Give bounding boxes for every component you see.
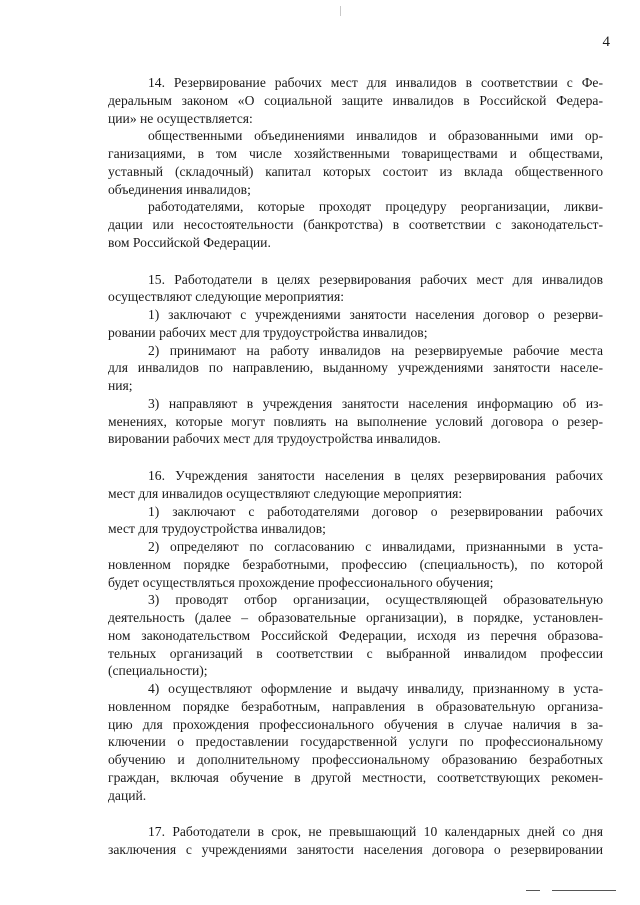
text-line: ровании рабочих мест для трудоустройства инвалидов; (108, 324, 428, 340)
scan-mark (340, 6, 341, 16)
text-line: ганизациями, в том числе хозяйственными товариществами и обществами, (108, 146, 603, 161)
scan-mark-bottom (552, 890, 616, 891)
text-line: даций. (108, 787, 147, 803)
text-line: 1) заключают с учреждениями занятости населения договор о резерви- (148, 307, 603, 322)
text-line: 17. Работодатели в срок, не превышающий 10 календарных дней со дня (148, 824, 603, 840)
paragraph (108, 467, 603, 804)
text-line: 2) принимают на работу инвалидов на резервируемые рабочие места (148, 342, 603, 358)
text-line: ном законодательством Российской Федерации, исходя из перечня образова- (108, 627, 603, 643)
text-line: тельных организаций в соответствии с выбранной инвалидом профессии (108, 645, 603, 661)
text-line: для инвалидов по направлению, выданному учреждениями занятости населе- (108, 360, 603, 376)
paragraph (108, 823, 603, 859)
text-line: дации или несостоятельности (банкротства) в соответствии с законодательст- (108, 217, 603, 232)
text-line: объединения инвалидов; (108, 181, 251, 197)
text-line: вом Российской Федерации. (108, 234, 271, 250)
text-line: ния; (108, 378, 133, 393)
text-line: 4) осуществляют оформление и выдачу инвалиду, признанному в уста- (148, 681, 603, 696)
text-line: новленном порядке безработным, направления в образовательную организа- (108, 698, 603, 714)
text-line: 3) проводят отбор организации, осуществляющей образовательную (148, 592, 603, 608)
text-line: деральным законом «О социальной защите инвалидов в Российской Федера- (108, 92, 603, 108)
text-line: мест для инвалидов осуществляют следующие мероприятия: (108, 485, 463, 501)
text-line: осуществляют следующие мероприятия: (108, 289, 344, 305)
text-line: работодателями, которые проходят процедуру реорганизации, ликви- (148, 199, 603, 215)
text-line: новленном порядке безработными, профессию (специальность), по которой (108, 556, 603, 572)
text-line: 2) определяют по согласованию с инвалидами, признанными в уста- (148, 539, 603, 554)
text-line: 14. Резервирование рабочих мест для инвалидов в соответствии с Фе- (148, 75, 603, 90)
text-line: будет осуществляться прохождение профессионального обучения; (108, 574, 494, 590)
text-line: деятельность (далее – образовательные организации), в порядке, установлен- (108, 610, 603, 625)
paragraph-gap (108, 804, 603, 823)
paragraph (108, 74, 603, 252)
text-line: обучению и дополнительному профессиональному образованию безработных (108, 752, 603, 767)
paragraph-gap (108, 448, 603, 467)
text-line: мест для трудоустройства инвалидов; (108, 521, 326, 537)
text-line: менениях, которые могут повлиять на выполнение условий договора о резер- (108, 413, 603, 429)
page-number: 4 (602, 34, 610, 50)
text-line: граждан, включая обучение в другой местности, соответствующих рекомен- (108, 769, 603, 785)
text-line: 1) заключают с работодателями договор о резервировании рабочих (148, 503, 603, 519)
text-line: общественными объединениями инвалидов и образованными ими ор- (148, 128, 603, 144)
scan-mark-bottom (526, 890, 540, 891)
paragraph (108, 271, 603, 449)
paragraph-gap (108, 252, 603, 271)
text-line: уставный (складочный) капитал которых состоит из вклада общественного (108, 163, 603, 179)
text-line: ции» не осуществляется: (108, 110, 253, 126)
document-body (108, 74, 603, 859)
text-line: заключения с учреждениями занятости населения договора о резервировании (108, 842, 603, 857)
text-line: (специальности); (108, 663, 208, 679)
text-line: 3) направляют в учреждения занятости населения информацию об из- (148, 395, 603, 411)
text-line: 16. Учреждения занятости населения в целях резервирования рабочих (148, 468, 603, 483)
text-line: 15. Работодатели в целях резервирования рабочих мест для инвалидов (148, 271, 603, 287)
text-line: цию для прохождения профессионального обучения в случае наличия в за- (108, 716, 603, 732)
text-line: ключении о предоставлении государственной услуги по профессиональному (108, 734, 603, 750)
text-line: вировании рабочих мест для трудоустройства инвалидов. (108, 431, 441, 447)
